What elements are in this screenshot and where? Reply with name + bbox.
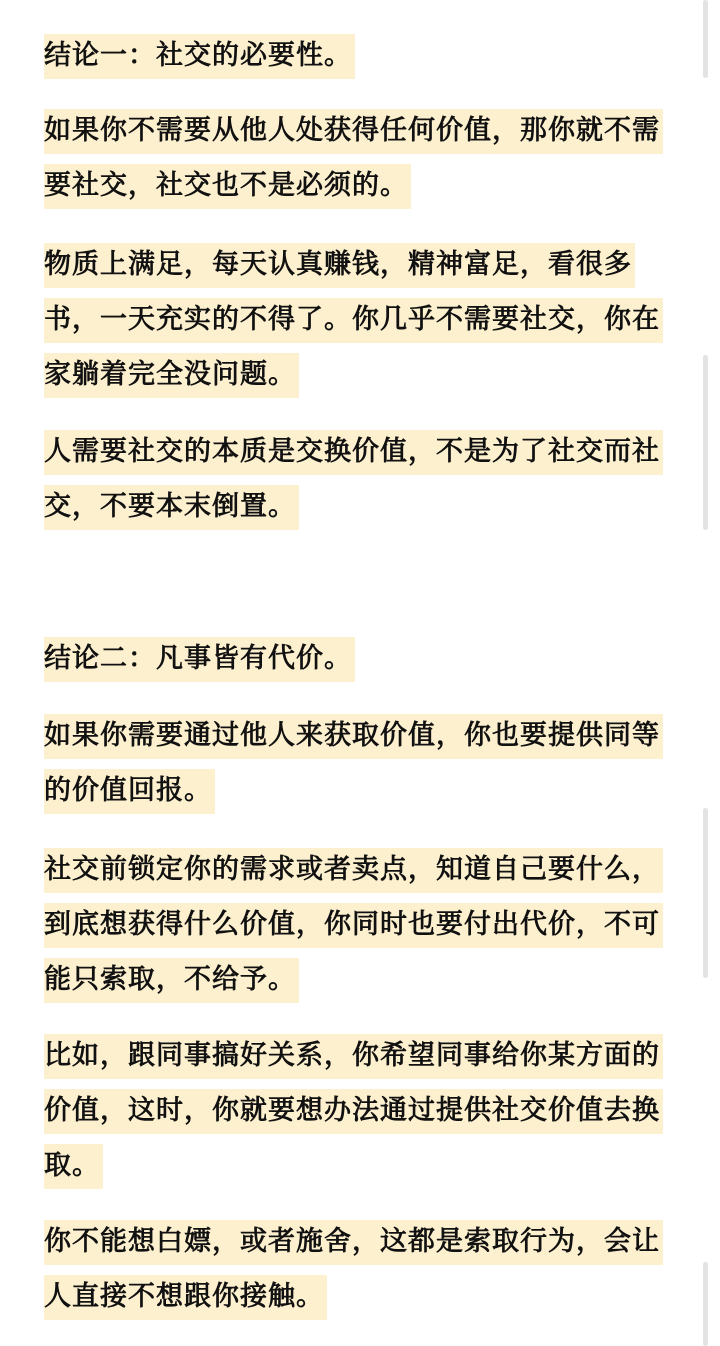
highlighted-text: 如果你需要通过他人来获取价值，你也要提供同等的价值回报。 bbox=[44, 714, 663, 814]
paragraph bbox=[44, 237, 674, 402]
highlighted-text: 结论二：凡事皆有代价。 bbox=[44, 637, 355, 682]
highlighted-text: 比如，跟同事搞好关系，你希望同事给你某方面的价值，这时，你就要想办法通过提供社交价值去换取。 bbox=[44, 1034, 663, 1189]
highlighted-text: 社交前锁定你的需求或者卖点，知道自己要什么，到底想获得什么价值，你同时也要付出代价，不可能只索取，不给予。 bbox=[44, 848, 663, 1003]
scrollbar-track[interactable] bbox=[703, 808, 708, 978]
highlighted-text: 结论一：社交的必要性。 bbox=[44, 34, 355, 79]
paragraph bbox=[44, 424, 674, 534]
paragraph bbox=[44, 708, 674, 818]
paragraph bbox=[44, 1028, 674, 1193]
scrollbar-track[interactable] bbox=[703, 0, 708, 78]
highlighted-text: 如果你不需要从他人处获得任何价值，那你就不需要社交，社交也不是必须的。 bbox=[44, 109, 663, 209]
highlighted-text: 人需要社交的本质是交换价值，不是为了社交而社交，不要本末倒置。 bbox=[44, 430, 663, 530]
heading-conclusion-one bbox=[44, 28, 674, 83]
paragraph bbox=[44, 103, 674, 213]
highlighted-text: 你不能想白嫖，或者施舍，这都是索取行为，会让人直接不想跟你接触。 bbox=[44, 1220, 663, 1320]
paragraph bbox=[44, 842, 674, 1007]
paragraph bbox=[44, 1214, 674, 1324]
scrollbar-track[interactable] bbox=[703, 1262, 708, 1346]
scrollbar-track[interactable] bbox=[703, 355, 708, 530]
heading-conclusion-two bbox=[44, 631, 674, 686]
highlighted-text: 物质上满足，每天认真赚钱，精神富足，看很多书，一天充实的不得了。你几乎不需要社交，你在家躺着完全没问题。 bbox=[44, 243, 663, 398]
